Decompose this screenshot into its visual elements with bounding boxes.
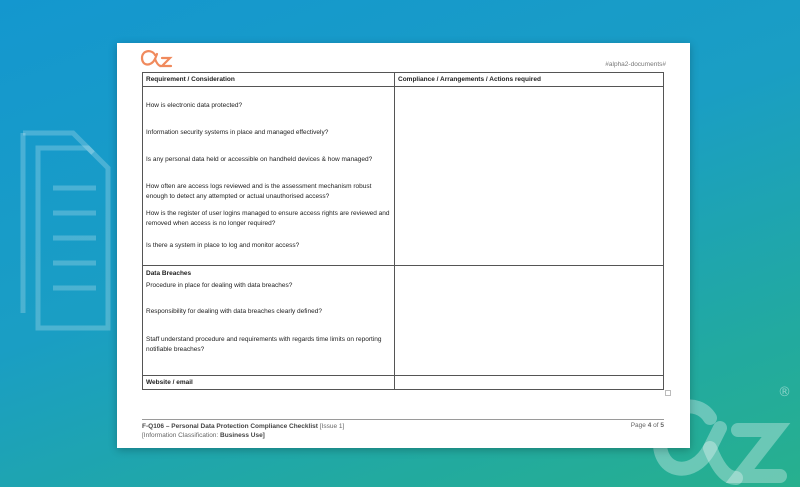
page-current: 4: [647, 422, 652, 429]
column-divider: [394, 73, 395, 389]
question-electronic-data: How is electronic data protected?: [146, 102, 243, 109]
header-rule: [143, 86, 663, 87]
footer-doc-code: F-Q106 – Personal Data Protection Compliance Checklist: [142, 423, 318, 430]
header-requirement: Requirement / Consideration: [146, 76, 235, 83]
page-total: 5: [660, 422, 664, 429]
footer-document-info: [142, 422, 344, 440]
header-compliance: Compliance / Arrangements / Actions required: [398, 76, 541, 83]
footer-issue: [Issue 1]: [319, 423, 345, 430]
question-breach-responsibility: Responsibility for dealing with data breaches clearly defined?: [146, 308, 322, 315]
document-outline-icon: [18, 118, 128, 343]
question-breach-procedure: Procedure in place for dealing with data breaches?: [146, 282, 293, 289]
question-handheld-devices: Is any personal data held or accessible on handheld devices & how managed?: [146, 156, 373, 163]
question-log-monitor: Is there a system in place to log and monitor access?: [146, 242, 300, 249]
question-breach-time-limits: Staff understand procedure and requirements with regards time limits on reporting notifiable breaches?: [146, 336, 382, 353]
alpha-z-logo: [139, 46, 173, 68]
page-prefix: Page: [630, 422, 646, 429]
compliance-table: [142, 72, 664, 390]
document-tag: #alpha2-documents#: [605, 61, 666, 68]
footer-page-number: [631, 422, 664, 429]
question-security-systems: Information security systems in place and managed effectively?: [146, 129, 329, 136]
registered-mark: ®: [778, 385, 791, 400]
footer-rule: [142, 419, 664, 420]
page-of: of: [653, 422, 659, 429]
question-user-logins: How is the register of user logins managed to ensure access rights are reviewed and removed when access is no longer required?: [146, 210, 390, 227]
margin-marker: [665, 390, 671, 396]
footer-classification-value: Business Use]: [220, 432, 265, 439]
section-website-email-title: Website / email: [146, 379, 193, 386]
footer-classification-label: [Information Classification:: [142, 432, 219, 439]
question-access-logs: How often are access logs reviewed and is the assessment mechanism robust enough to detect any attempted or actual unauthorised access?: [146, 183, 372, 200]
section1-rule: [143, 265, 663, 266]
section-data-breaches-title: Data Breaches: [146, 270, 192, 277]
document-page: [117, 43, 690, 448]
section2-rule: [143, 375, 663, 376]
